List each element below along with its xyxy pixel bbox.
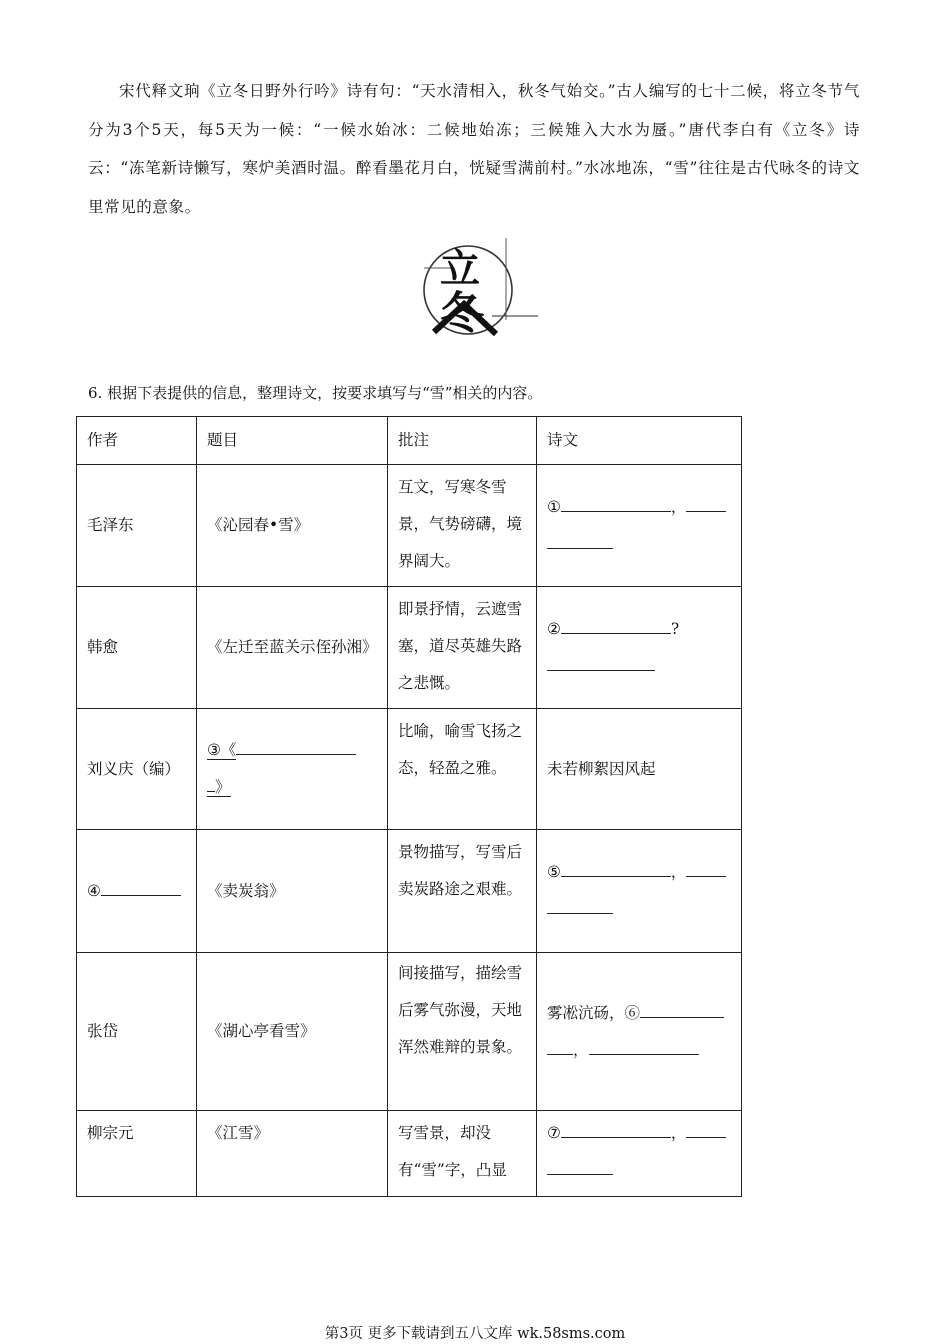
table-row [77, 953, 742, 1111]
poem-cell [537, 465, 742, 587]
answer-blank[interactable] [547, 654, 655, 671]
poem-cell [537, 953, 742, 1111]
intro-passage [88, 72, 860, 226]
poem-punct: ， [670, 497, 687, 516]
note-cell: 即景抒情，云遮雪塞，道尽英雄失路之悲慨。 [388, 587, 537, 709]
answer-marker: 雾凇沆砀，⑥ [547, 1003, 641, 1022]
answer-marker: ① [547, 497, 561, 516]
title-cell: 《湖心亭看雪》 [197, 953, 388, 1111]
poem-punct: ， [670, 863, 687, 881]
header-title: 题目 [197, 417, 388, 465]
answer-blank[interactable] [101, 879, 181, 896]
note-cell: 比喻，喻雪飞扬之态，轻盈之雅。 [388, 709, 537, 830]
answer-blank[interactable] [547, 532, 613, 549]
answer-blank[interactable] [640, 1001, 724, 1018]
title-cell: 《沁园春•雪》 [197, 465, 388, 587]
title-cell: 《卖炭翁》 [197, 830, 388, 953]
intro-paragraph: 宋代释文珦《立冬日野外行吟》诗有句：“天水清相入，秋冬气始交。”古人编写的七十二候，将立冬节气分为3个5天，每5天为一候：“一候水始冰：二候地始冻；三候雉入大水为蜃。”唐代李白有《立冬》诗云：“冻笔新诗懒写，寒炉美酒时温。醉看墨花月白，恍疑雪满前村。”水冰地冻，“雪”往往是古代咏冬的诗文里常见的意象。 [88, 82, 860, 216]
answer-blank[interactable] [561, 861, 671, 878]
answer-marker: ④ [87, 881, 101, 900]
author-cell: 刘义庆（编） [77, 709, 197, 830]
answer-blank[interactable] [561, 495, 671, 512]
poem-cell [537, 587, 742, 709]
answer-blank[interactable] [686, 1122, 726, 1139]
page-footer: 第3页 更多下载请到五八文库 wk.58sms.com [324, 1326, 626, 1342]
table-row [77, 465, 742, 587]
author-cell: 柳宗元 [77, 1111, 197, 1197]
author-cell: 毛泽东 [77, 465, 197, 587]
author-cell: 张岱 [77, 953, 197, 1111]
answer-blank[interactable] [686, 495, 726, 512]
answer-blank[interactable] [547, 1159, 613, 1176]
poem-punct: ， [573, 1040, 589, 1059]
note-cell: 写雪景，却没有“雪”字，凸显 [388, 1111, 537, 1197]
answer-blank[interactable] [547, 898, 613, 915]
author-cell: 韩愈 [77, 587, 197, 709]
poem-punct: ， [670, 1124, 687, 1142]
title-cell [197, 709, 388, 830]
answer-blank[interactable] [561, 617, 671, 634]
poem-table [76, 416, 742, 1197]
author-cell [77, 830, 197, 953]
answer-blank[interactable] [236, 739, 356, 756]
answer-blank[interactable] [547, 1038, 573, 1055]
table-row [77, 709, 742, 830]
table-row [77, 587, 742, 709]
poem-cell: 未若柳絮因风起 [537, 709, 742, 830]
lidong-emblem [404, 224, 544, 344]
title-cell: 《江雪》 [197, 1111, 388, 1197]
answer-blank[interactable] [207, 776, 215, 793]
title-cell: 《左迁至蓝关示侄孙湘》 [197, 587, 388, 709]
table-header-row [77, 417, 742, 465]
note-cell: 景物描写，写雪后卖炭路途之艰难。 [388, 830, 537, 953]
title-close: 》 [207, 778, 231, 797]
answer-blank[interactable] [589, 1038, 699, 1055]
answer-marker: ② [547, 619, 561, 638]
answer-blank[interactable] [561, 1122, 671, 1139]
answer-blank[interactable] [686, 861, 726, 878]
note-cell: 互文，写寒冬雪景，气势磅礴，境界阔大。 [388, 465, 537, 587]
poem-cell [537, 1111, 742, 1197]
table-row [77, 830, 742, 953]
emblem-glyph-bottom: 冬 [440, 288, 484, 339]
emblem-glyph-top: 立 [440, 245, 480, 292]
note-cell: 间接描写，描绘雪后雾气弥漫，天地浑然难辩的景象。 [388, 953, 537, 1111]
poem-cell [537, 830, 742, 953]
answer-marker: ⑦ [547, 1124, 561, 1142]
answer-marker: ⑤ [547, 863, 561, 881]
header-author: 作者 [77, 417, 197, 465]
answer-marker: ③《 [207, 741, 237, 759]
header-poem: 诗文 [537, 417, 742, 465]
header-note: 批注 [388, 417, 537, 465]
poem-punct: ? [670, 619, 680, 638]
table-row [77, 1111, 742, 1197]
question-text: 6. 根据下表提供的信息，整理诗文，按要求填写与“雪”相关的内容。 [88, 384, 543, 402]
